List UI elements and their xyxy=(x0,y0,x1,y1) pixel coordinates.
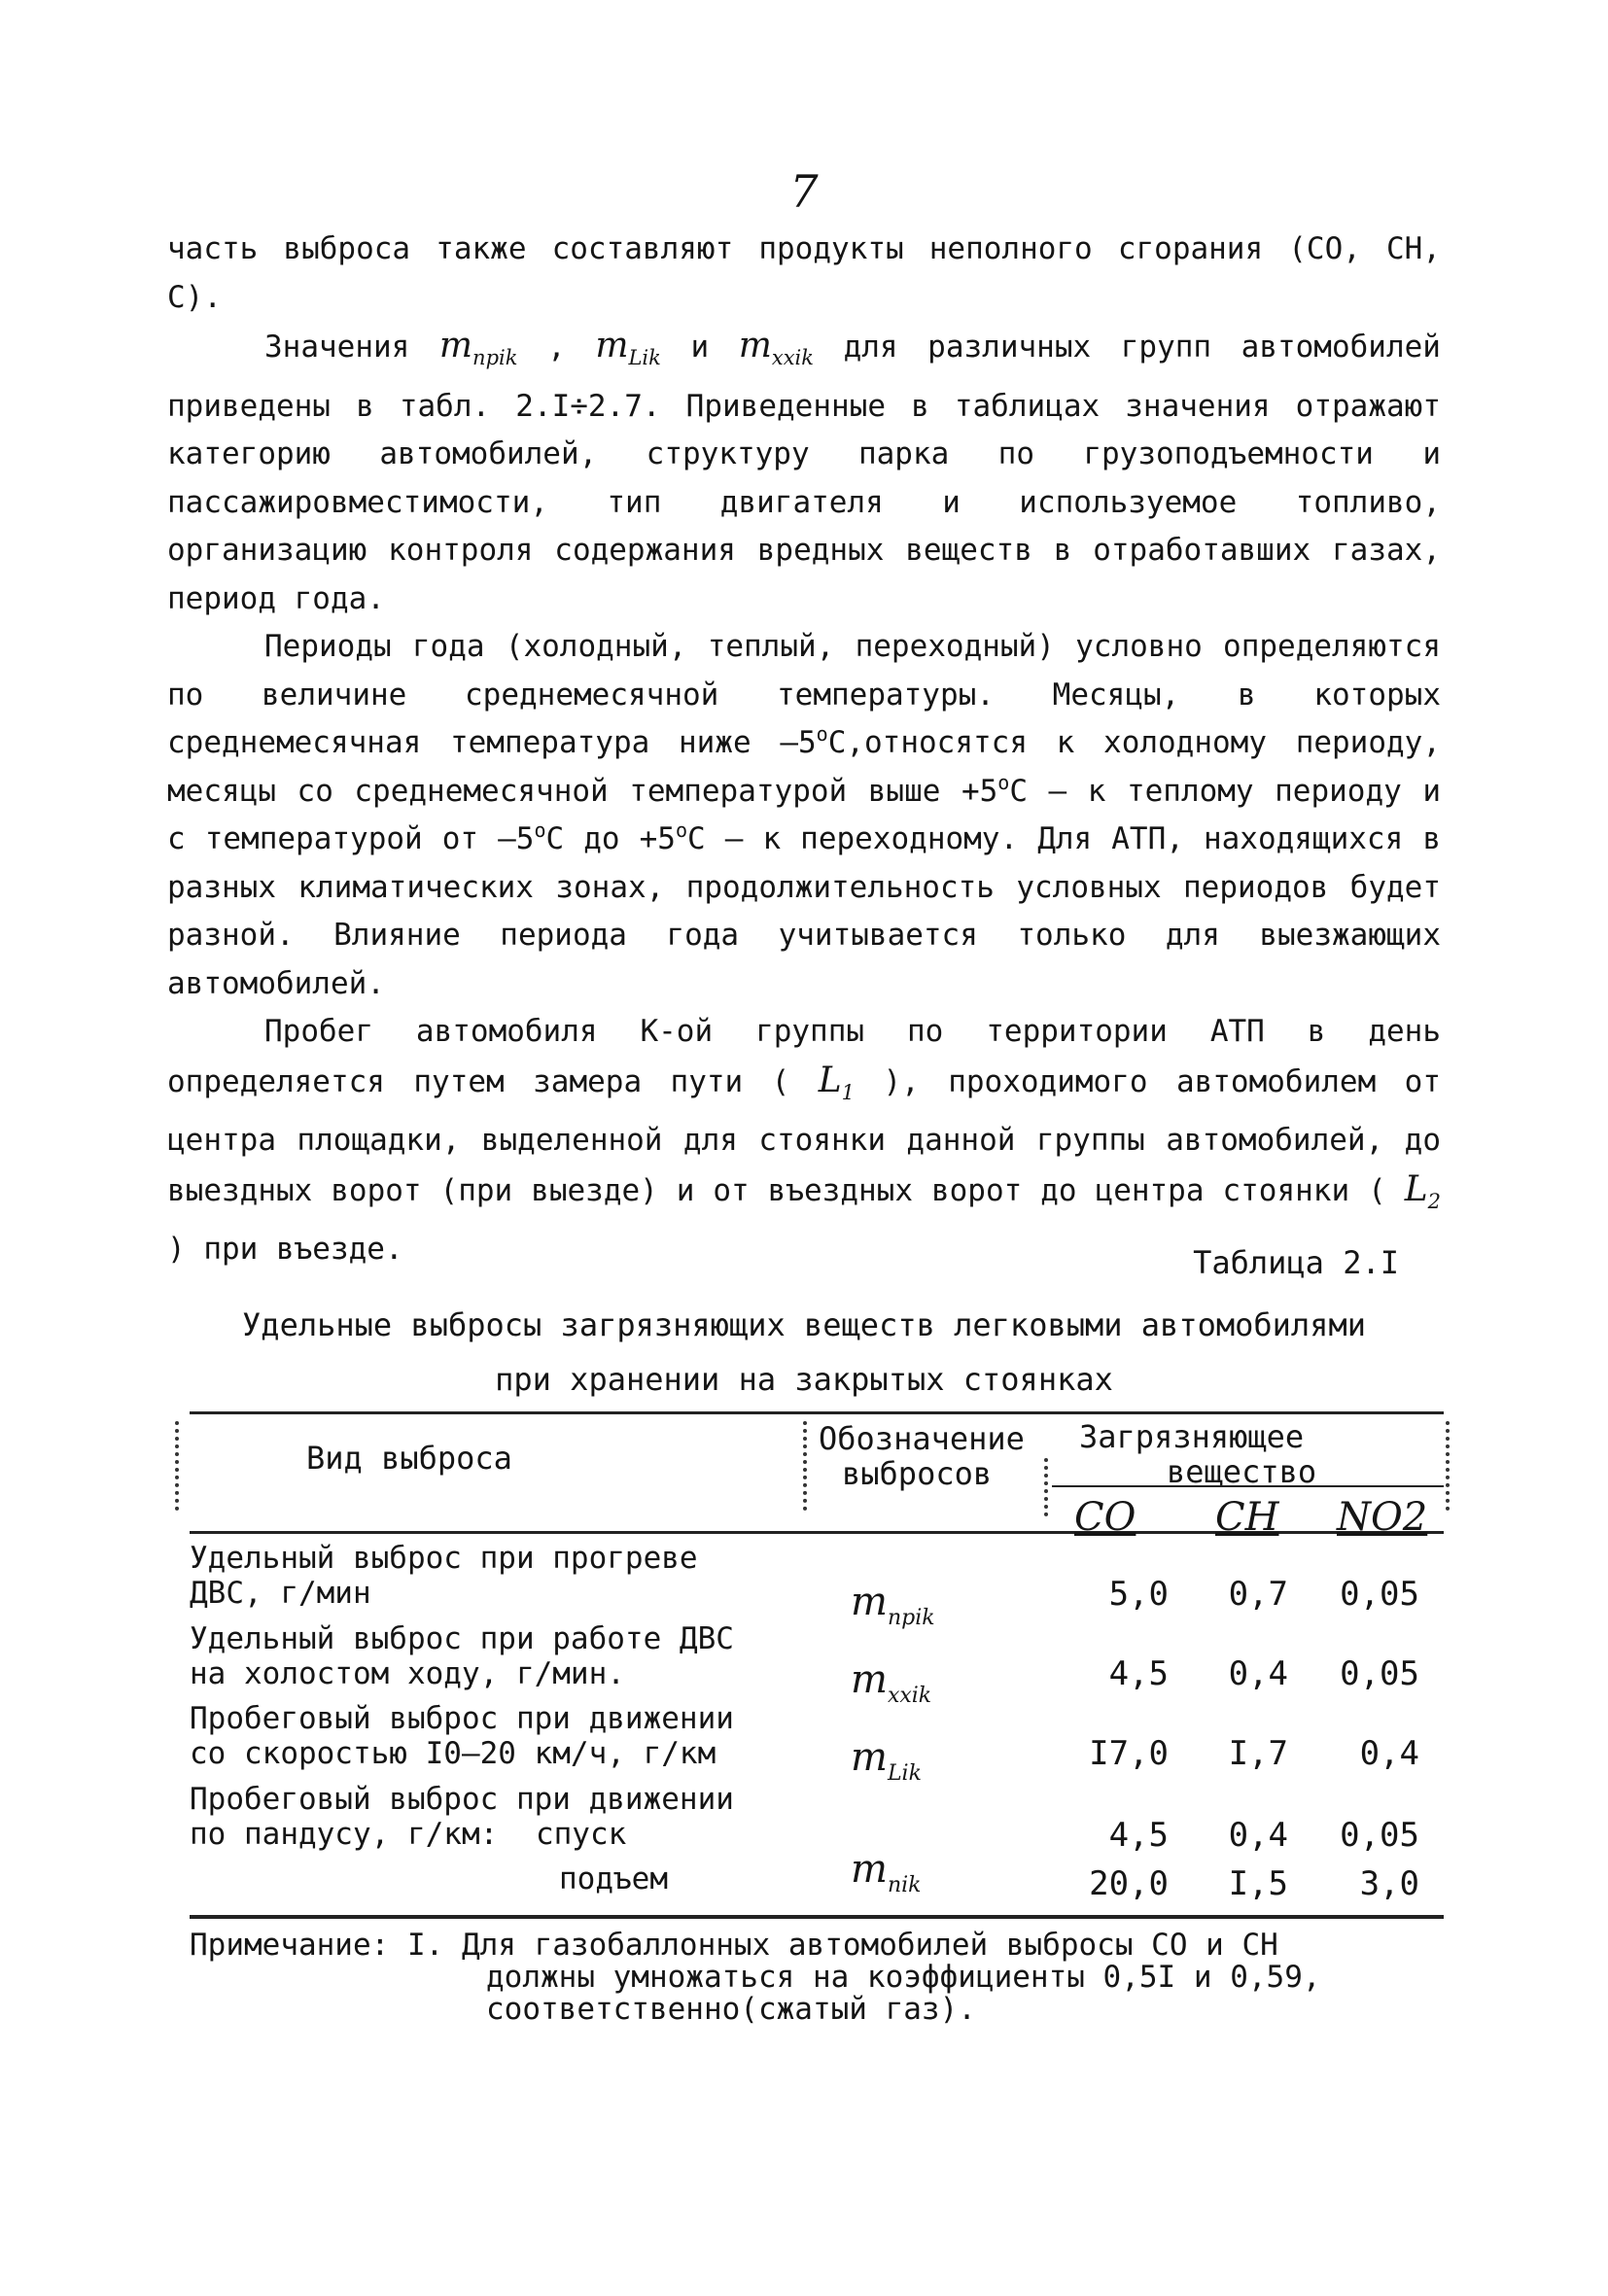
cell-no2: 0,05 xyxy=(1340,1654,1419,1693)
symbol-L2: $L_2$ xyxy=(1404,1168,1441,1213)
cell-co: 4,5 xyxy=(1108,1654,1169,1693)
cell-co: 20,0 xyxy=(1089,1864,1169,1903)
table-title: Удельные выбросы загрязняющих веществ легковыми автомобилями при хранении на закрытых стоянках xyxy=(242,1306,1366,1398)
cell-no2: 3,0 xyxy=(1359,1864,1419,1903)
table-divider-1 xyxy=(803,1421,807,1511)
cell-co: 5,0 xyxy=(1108,1575,1169,1614)
cell-ch: 0,7 xyxy=(1228,1575,1288,1614)
table-bottom-rule xyxy=(190,1915,1444,1919)
symbol-m-L: $m_{Lik}$ xyxy=(595,326,661,369)
cell-no2: 0,05 xyxy=(1340,1816,1419,1855)
row-symbol: $m_{nik}$ xyxy=(851,1847,922,1897)
cell-co: 4,5 xyxy=(1108,1816,1169,1855)
table-left-border xyxy=(175,1421,179,1511)
row-label: Пробеговый выброс при движении со скоростью I0–20 км/ч, г/км xyxy=(190,1701,734,1771)
paragraph-3: Периоды года (холодный, теплый, переходный) условно определяются по величине среднемесячной температуры. Месяцы, в которых среднемесячная температура ниже $-5^оС,относятся$ к холодному периоду, месяцы со среднемесячной температурой выше $+5^оС - к$ теплому периоду и с температурой от $-5^оС$ до $+5^оС - к$ переходному. Для АТП, находящихся в разных климатических зонах, продолжительность условных периодов будет разной. Влияние периода года учитывается только для выезжающих автомобилей. xyxy=(167,629,1441,1001)
header-col-no2: NO2 xyxy=(1337,1495,1428,1540)
table-note: Примечание: I. Для газобаллонных автомобилей выбросы СО и СН должны умножаться на коэффициенты 0,5I и 0,59, соответственно(сжатый газ). xyxy=(190,1928,1321,2027)
cell-ch: I,7 xyxy=(1228,1734,1288,1773)
paragraph-4: Пробег автомобиля К-ой группы по территории АТП в день определяется путем замера пути ( $L_1$ ), проходимого автомобилем от центра площадки, выделенной для стоянки данной группы автомобилей, до выездных ворот (при выезде) и от въездных ворот до центра стоянки ( $L_2$ ) при въезде. xyxy=(167,1014,1441,1267)
cell-ch: 0,4 xyxy=(1228,1654,1288,1693)
row-label: Удельный выброс при прогреве ДВС, г/мин xyxy=(190,1541,698,1611)
cell-ch: 0,4 xyxy=(1228,1816,1288,1855)
table-divider-2 xyxy=(1044,1458,1048,1516)
header-kind: Вид выброса xyxy=(306,1440,512,1477)
symbol-m-xx: $m_{xxik}$ xyxy=(738,326,814,369)
symbol-m-pr: $m_{прik}$ xyxy=(438,326,518,369)
row-symbol: $m_{Lik}$ xyxy=(851,1735,922,1786)
row-label: Удельный выброс при работе ДВС на холостом ходу, г/мин. xyxy=(190,1621,734,1691)
header-pollutant: Загрязняющее вещество xyxy=(1079,1418,1317,1490)
symbol-L1: $L_1$ xyxy=(818,1060,856,1104)
body-text xyxy=(167,226,1441,1274)
header-pollutant-rule xyxy=(1052,1485,1444,1487)
row-label: Пробеговый выброс при движении по пандусу, г/км: спуск подъем xyxy=(190,1782,734,1896)
table-top-rule xyxy=(190,1411,1444,1414)
cell-co: I7,0 xyxy=(1089,1734,1169,1773)
row-symbol: $m_{прik}$ xyxy=(851,1580,935,1630)
table-right-border xyxy=(1446,1421,1450,1511)
paragraph-1: часть выброса также составляют продукты неполного сгорания (СО, СН, С). xyxy=(167,231,1441,315)
header-col-ch: CH xyxy=(1215,1495,1279,1540)
cell-no2: 0,05 xyxy=(1340,1575,1419,1614)
header-col-co: CO xyxy=(1074,1495,1136,1540)
paragraph-2: Значения $m_{прik}$ , $m_{Lik}$ и $m_{xxik}$ для различных групп автомобилей приведены в табл. 2.I÷2.7. Приведенные в таблицах значения отражают категорию автомобилей, структуру парка по грузоподъемности и пассажировместимости, тип двигателя и используемое топливо, организацию контроля содержания вредных веществ в отработавших газах, период года. xyxy=(167,326,1441,616)
cell-ch: I,5 xyxy=(1228,1864,1288,1903)
page-number: 7 xyxy=(789,165,819,218)
table-label: Таблица 2.I xyxy=(1193,1244,1399,1281)
header-designation: Обозначение выбросов xyxy=(819,1420,1025,1492)
cell-no2: 0,4 xyxy=(1359,1734,1419,1773)
row-symbol: $m_{xxik}$ xyxy=(851,1657,932,1708)
